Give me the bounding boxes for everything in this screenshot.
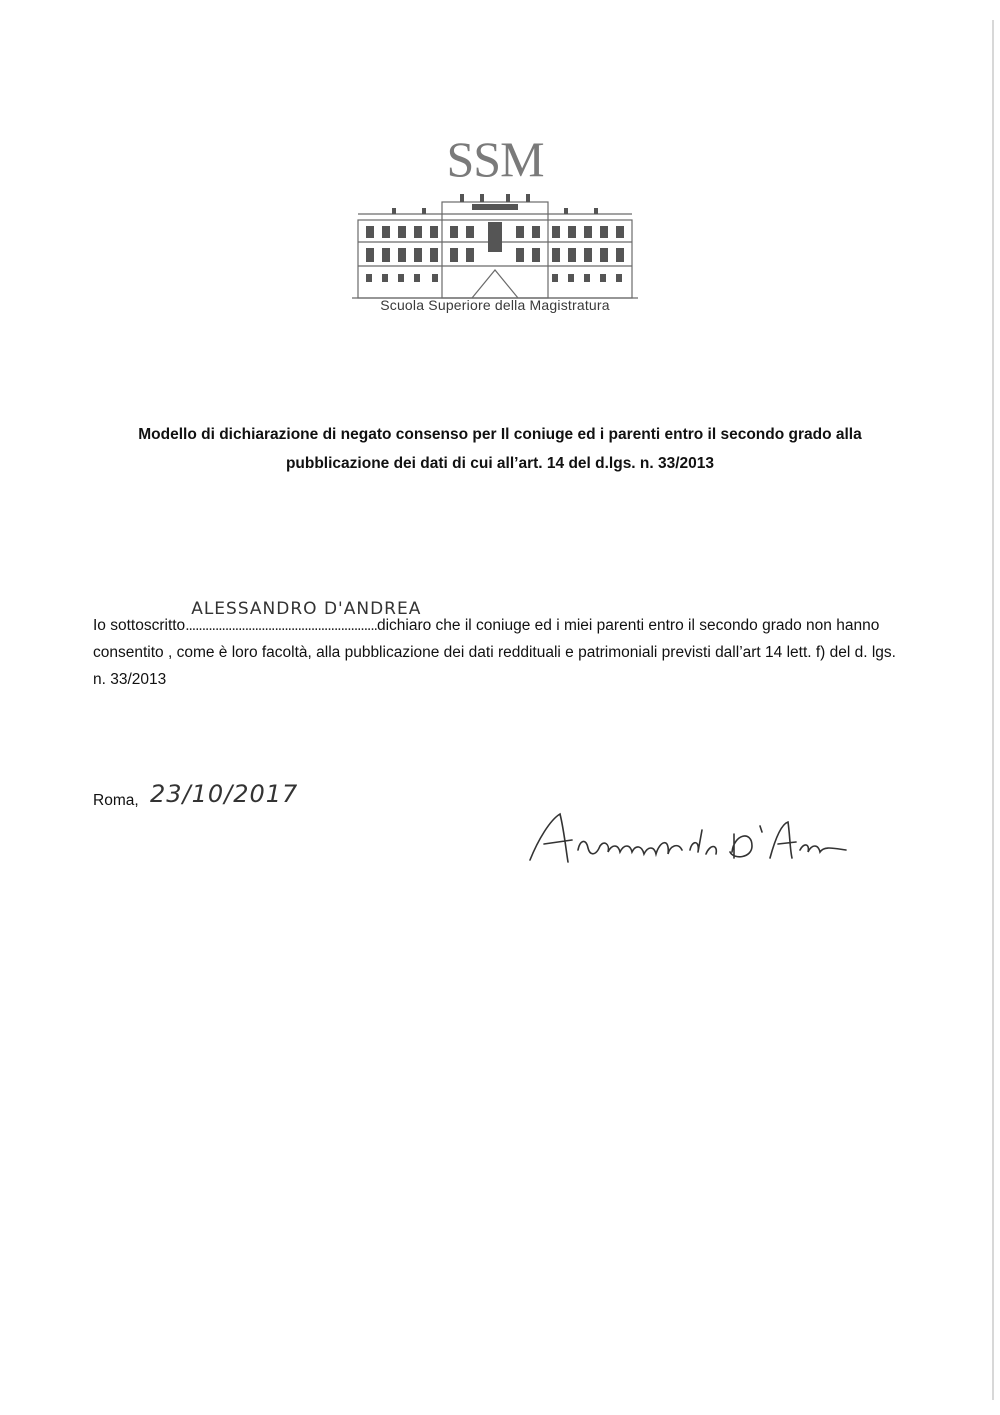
handwritten-date: 23/10/2017 xyxy=(150,780,299,808)
declaration-text: dichiaro che il coniuge ed i miei parenti entro il secondo grado non hanno consentito , come è loro facoltà, alla pubblicazione dei dati reddituali e patrimoniali previsti dall’art 14 lett. f) del d. lgs. n. 33/2013 xyxy=(93,617,896,688)
declaration-prefix: Io sottoscritto xyxy=(93,617,186,634)
title-line-1: Modello di dichiarazione di negato consenso per Il coniuge ed i parenti entro il secondo grado alla xyxy=(138,426,862,443)
name-fill-field xyxy=(185,599,422,639)
handwritten-name: ALESSANDRO D'ANDREA xyxy=(191,599,422,619)
document-title xyxy=(100,420,900,478)
title-line-2: pubblicazione dei dati di cui all’art. 14 del d.lgs. n. 33/2013 xyxy=(285,455,715,472)
ssm-logo xyxy=(340,130,650,330)
dotted-line: .......................................................... xyxy=(185,617,377,634)
scan-edge xyxy=(992,20,994,1400)
handwritten-signature xyxy=(520,800,850,875)
logo-subtitle: Scuola Superiore della Magistratura xyxy=(380,297,610,313)
building-illustration xyxy=(352,190,638,300)
logo-acronym: SSM xyxy=(446,131,544,187)
place-label: Roma, xyxy=(93,792,139,809)
declaration-paragraph xyxy=(93,599,903,693)
